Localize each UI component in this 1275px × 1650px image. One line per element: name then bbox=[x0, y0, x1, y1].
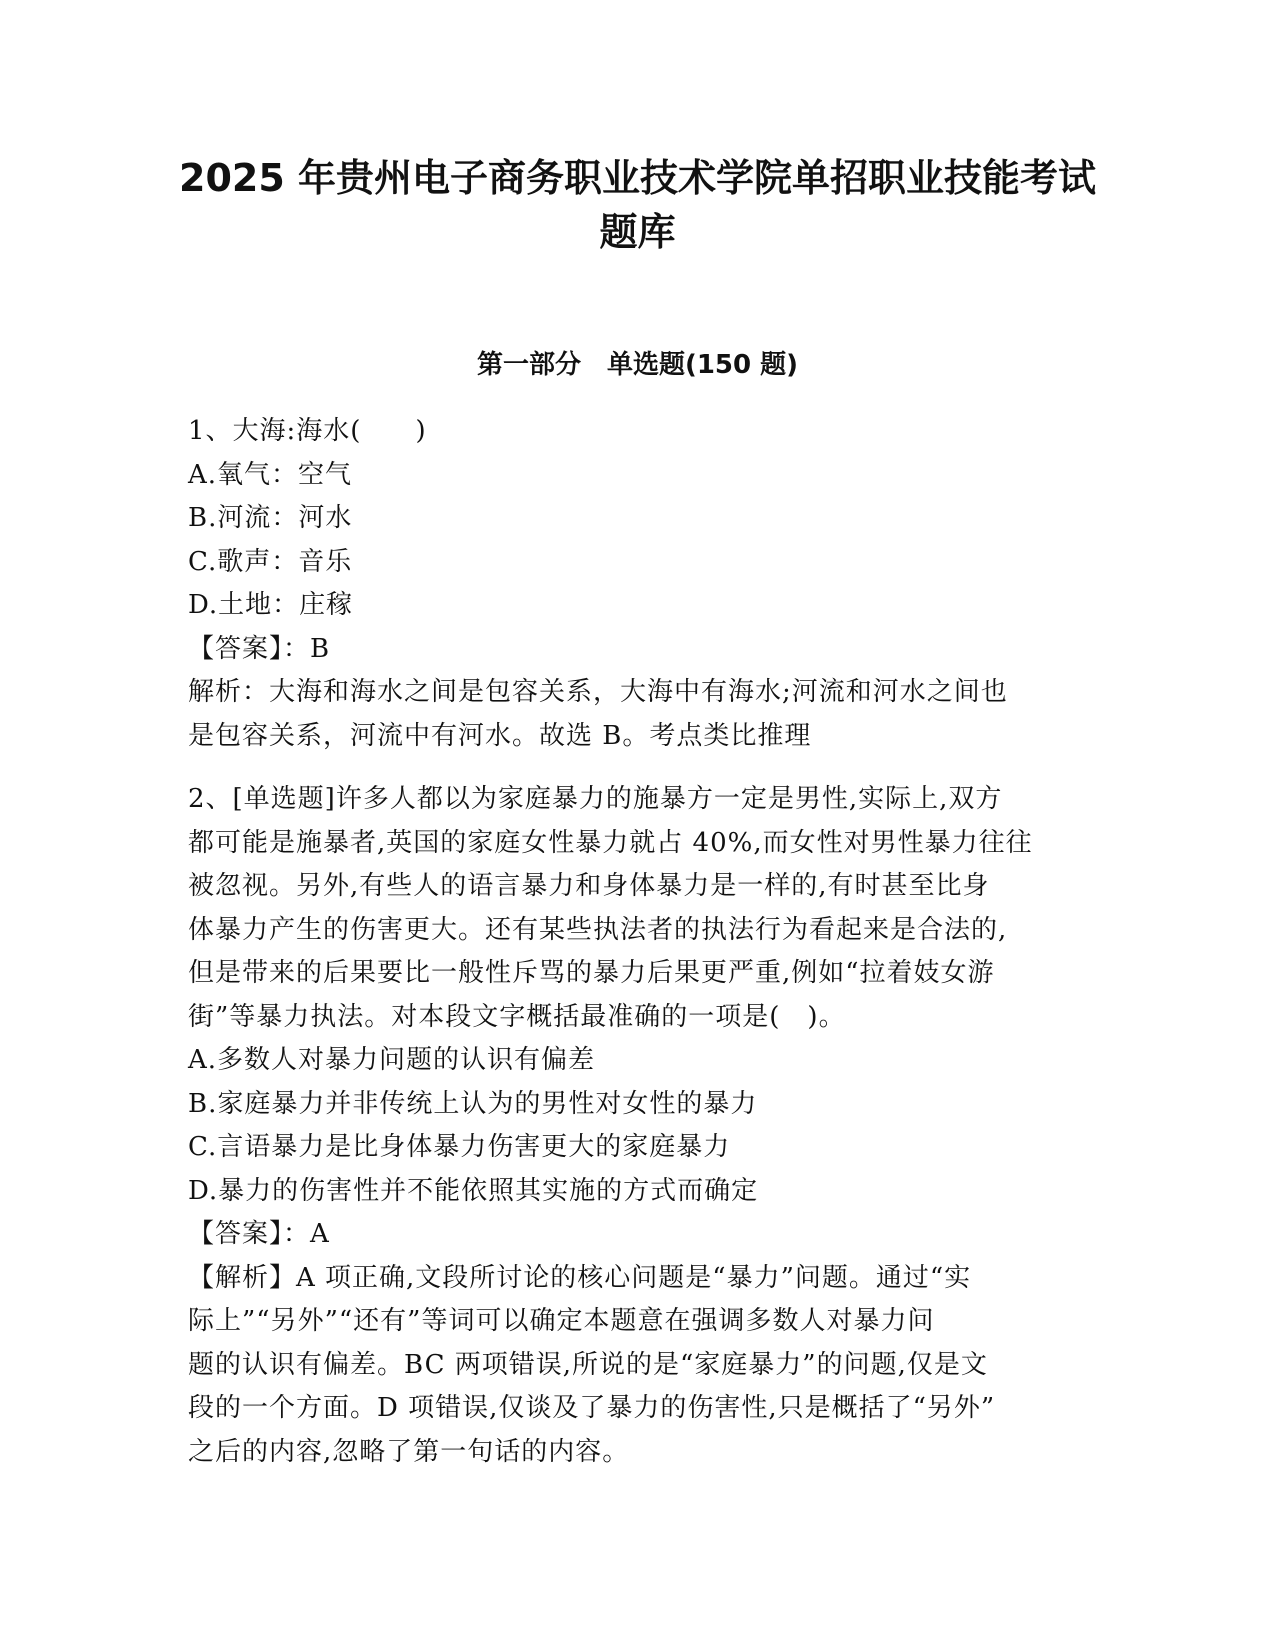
question-2 bbox=[188, 778, 1088, 1474]
question-2-analysis-line: 之后的内容,忽略了第一句话的内容。 bbox=[188, 1436, 630, 1467]
question-2-stem-line: 都可能是施暴者,英国的家庭女性暴力就占 40%,而女性对男性暴力往往 bbox=[188, 827, 1033, 858]
question-2-option-a: A.多数人对暴力问题的认识有偏差 bbox=[188, 1045, 596, 1075]
question-2-answer: 【答案】：A bbox=[188, 1219, 330, 1249]
question-1-option-d: D.土地：庄稼 bbox=[188, 590, 354, 620]
question-2-option-c: C.言语暴力是比身体暴力伤害更大的家庭暴力 bbox=[188, 1132, 731, 1162]
question-2-option-d: D.暴力的伤害性并不能依照其实施的方式而确定 bbox=[188, 1175, 759, 1206]
question-1-option-c: C.歌声：音乐 bbox=[188, 546, 353, 577]
question-2-stem-line: 被忽视。另外,有些人的语言暴力和身体暴力是一样的,有时甚至比身 bbox=[188, 871, 990, 901]
question-1-option-b: B.河流：河水 bbox=[188, 503, 353, 533]
question-2-analysis-line: 际上”“另外”“还有”等词可以确定本题意在强调多数人对暴力问 bbox=[188, 1306, 935, 1336]
question-1-analysis-line: 是包容关系，河流中有河水。故选 B。考点类比推理 bbox=[188, 720, 812, 751]
question-2-stem-line: 体暴力产生的伤害更大。还有某些执法者的执法行为看起来是合法的, bbox=[188, 914, 1008, 945]
document-title-line-1: 2025 年贵州电子商务职业技术学院单招职业技能考试 bbox=[179, 156, 1096, 200]
question-2-stem-line: 但是带来的后果要比一般性斥骂的暴力后果更严重,例如“拉着妓女游 bbox=[188, 958, 995, 988]
question-2-analysis-line: 【解析】A 项正确,文段所讨论的核心问题是“暴力”问题。通过“实 bbox=[188, 1262, 972, 1293]
question-2-option-b: B.家庭暴力并非传统上认为的男性对女性的暴力 bbox=[188, 1088, 758, 1119]
question-2-stem-line: 街”等暴力执法。对本段文字概括最准确的一项是( )。 bbox=[188, 1001, 846, 1032]
question-2-analysis-line: 段的一个方面。D 项错误,仅谈及了暴力的伤害性,只是概括了“另外” bbox=[188, 1393, 996, 1423]
question-2-analysis-line: 题的认识有偏差。BC 两项错误,所说的是“家庭暴力”的问题,仅是文 bbox=[188, 1349, 988, 1380]
question-1-option-a: A.氧气：空气 bbox=[188, 459, 353, 490]
section-heading: 第一部分 单选题(150 题) bbox=[476, 350, 799, 380]
document-title-line-2: 题库 bbox=[599, 210, 676, 254]
question-2-stem-line: 2、[单选题]许多人都以为家庭暴力的施暴方一定是男性,实际上,双方 bbox=[188, 784, 1003, 814]
question-1-analysis-line: 解析：大海和海水之间是包容关系，大海中有海水;河流和河水之间也 bbox=[188, 677, 1008, 707]
question-1-answer: 【答案】：B bbox=[188, 633, 331, 664]
question-1 bbox=[188, 410, 1088, 758]
question-1-stem: 1、大海:海水( ) bbox=[188, 416, 427, 446]
